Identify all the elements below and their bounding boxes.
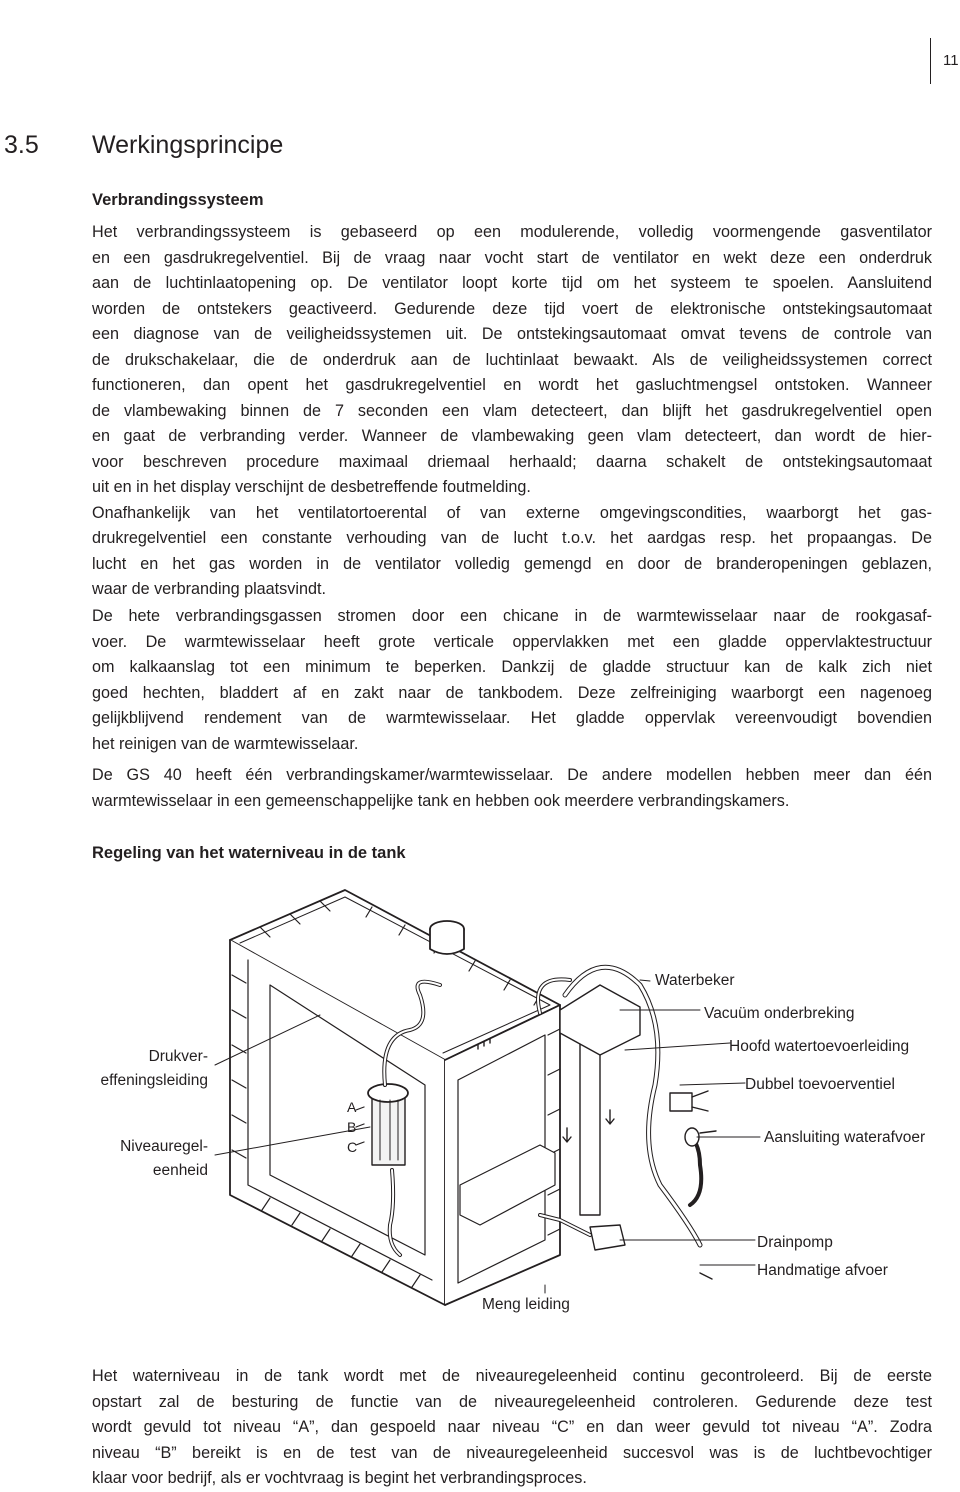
paragraph-line: het reinigen van de warmtewisselaar. xyxy=(92,734,359,753)
paragraph-line: de vlambewaking binnen de 7 seconden een vlam detecteert, dan blijft het gasdrukregelventiel open xyxy=(92,401,932,420)
label-niveau-line2: eenheid xyxy=(152,1162,208,1179)
paragraph-line: om kalkaanslag tot een minimum te beperken. Dankzij de gladde structuur kan de kalk zich niet xyxy=(92,658,932,676)
humidifier-diagram xyxy=(0,885,960,1355)
label-aansluiting-waterafvoer: Aansluiting waterafvoer xyxy=(764,1129,926,1146)
paragraph-line: en een gasdrukregelventiel. Bij de vraag naar vocht start de ventilator en wekt deze een onderdruk xyxy=(92,248,932,267)
paragraph-line: functioneren, dan opent het gasdrukregelventiel en wordt het gasluchtmengsel ontstoken. Wanneer xyxy=(92,376,932,394)
section-number: 3.5 xyxy=(4,131,39,159)
label-niveau-line1: Niveauregel- xyxy=(120,1138,208,1155)
paragraph-line: Het waterniveau in de tank wordt met de niveauregeleenheid continu gecontroleerd. Bij de eerste xyxy=(92,1367,932,1385)
paragraph-line: een diagnose van de veiligheidssystemen uit. De ontstekingsautomaat omvat tevens de controle van xyxy=(92,325,932,343)
paragraph-line: waar de verbranding plaatsvindt. xyxy=(92,580,326,598)
paragraph-line: Onafhankelijk van het ventilatortoerental of van externe omgevingscondities, waarborgt het gas- xyxy=(92,503,932,522)
paragraph-line: worden de ontstekers geactiveerd. Gedurende deze tijd voert de elektronische ontstekingsautomaat xyxy=(92,299,932,318)
paragraph-combustion xyxy=(92,220,932,603)
label-hoofd-watertoevoerleiding: Hoofd watertoevoerleiding xyxy=(729,1038,910,1055)
paragraph-line: niveau “B” bereikt is en de test van de niveauregeleenheid succesvol was is de luchtbevochtiger xyxy=(92,1443,932,1462)
label-level-b: B xyxy=(347,1119,357,1135)
label-drukver-line2: effeningsleiding xyxy=(100,1072,208,1089)
label-meng-leiding: Meng leiding xyxy=(482,1296,570,1313)
paragraph-line: Het verbrandingssysteem is gebaseerd op een modulerende, volledig voormengende gasventilator xyxy=(92,223,932,241)
paragraph-line: voer. De warmtewisselaar heeft grote verticale oppervlakken met een gladde oppervlaktestructuur xyxy=(92,632,932,651)
label-drukvereffeningsleiding xyxy=(60,1045,208,1093)
paragraph-line: goed hechten, bladdert af en zakt naar de tankbodem. Deze zelfreiniging waarborgt een nagenoeg xyxy=(92,683,932,702)
paragraph-line: warmtewisselaar in een gemeenschappelijke tank en hebben ook meerdere verbrandingskamers. xyxy=(92,791,790,810)
paragraph-line: drukregelventiel een constante verhouding van de lucht t.o.v. het aardgas resp. het propaangas. De xyxy=(92,529,932,547)
subheading-water-level: Regeling van het waterniveau in de tank xyxy=(92,844,406,862)
paragraph-line: lucht en het gas worden in de ventilator volledig gemengd en door de branderopeningen geblazen, xyxy=(92,554,932,573)
label-handmatige-afvoer: Handmatige afvoer xyxy=(757,1262,888,1279)
label-vacuum-onderbreking: Vacuüm onderbreking xyxy=(704,1005,855,1022)
humidifier-diagram-drawing xyxy=(0,885,960,1355)
paragraph-line: De hete verbrandingsgassen stromen door een chicane in de warmtewisselaar naar de rookgasaf- xyxy=(92,607,932,625)
label-waterbeker: Waterbeker xyxy=(655,972,735,989)
paragraph-line: voor beschreven procedure maximaal driemaal herhaald; daarna schakelt de ontstekingsautomaat xyxy=(92,452,932,471)
label-niveauregeleenheid xyxy=(60,1135,208,1183)
paragraph-models xyxy=(92,763,932,814)
label-drukver-line1: Drukver- xyxy=(148,1048,208,1065)
paragraph-line: de drukschakelaar, die de onderdruk aan de luchtinlaat bewaakt. Als de veiligheidssystemen correct xyxy=(92,350,932,369)
label-drainpomp: Drainpomp xyxy=(757,1234,833,1251)
paragraph-flue-gases xyxy=(92,604,932,757)
paragraph-water-level xyxy=(92,1364,932,1492)
subheading-combustion: Verbrandingssysteem xyxy=(92,191,264,209)
label-level-c: C xyxy=(347,1139,358,1155)
paragraph-line: klaar voor bedrijf, als er vochtvraag is begint het verbrandingsproces. xyxy=(92,1469,587,1487)
section-title: Werkingsprincipe xyxy=(92,131,284,159)
paragraph-line: aan de luchtinlaatopening op. De ventilator loopt korte tijd om het systeem te spoelen. Aansluitend xyxy=(92,274,932,292)
paragraph-line: opstart zal de besturing de functie van de niveauregeleenheid controleren. Gedurende deze test xyxy=(92,1392,932,1411)
paragraph-line: wordt gevuld tot niveau “A”, dan gespoeld naar niveau “C” en dan weer gevuld tot niveau “A”. Zodra xyxy=(92,1418,932,1436)
label-dubbel-toevoerventiel: Dubbel toevoerventiel xyxy=(745,1076,895,1093)
paragraph-line: en gaat de verbranding verder. Wanneer de vlambewaking geen vlam detecteert, dan wordt de hier- xyxy=(92,427,932,445)
paragraph-line: uit en in het display verschijnt de desbetreffende foutmelding. xyxy=(92,478,531,496)
page-number: 11 xyxy=(943,52,959,69)
paragraph-line: De GS 40 heeft één verbrandingskamer/warmtewisselaar. De andere modellen hebben meer dan één xyxy=(92,766,932,784)
paragraph-line: gelijkblijvend rendement van de warmtewisselaar. Het gladde oppervlak vereenvoudigt bovendien xyxy=(92,709,932,727)
label-level-a: A xyxy=(347,1099,357,1115)
